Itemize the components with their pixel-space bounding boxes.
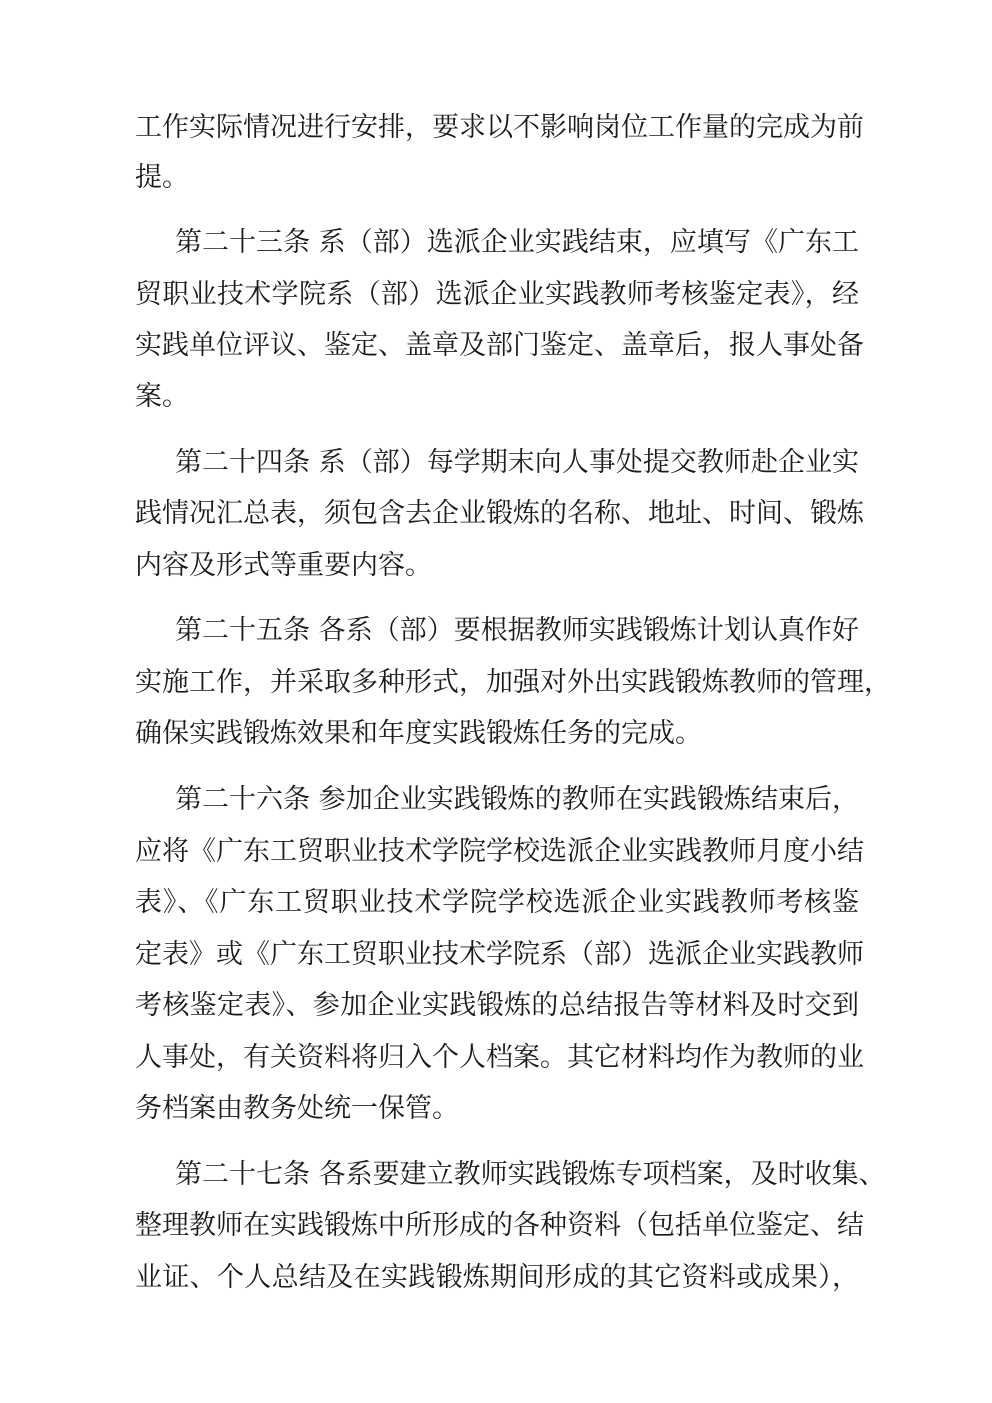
text-line: 实践单位评议、鉴定、盖章及部门鉴定、盖章后，报人事处备 xyxy=(135,330,864,361)
text-line: 业证、个人总结及在实践锻炼期间形成的其它资料或成果）， xyxy=(135,1262,859,1293)
text-line: 内容及形式等重要内容。 xyxy=(135,550,432,581)
text-line: 工作实际情况进行安排，要求以不影响岗位工作量的完成为前 xyxy=(135,112,864,143)
text-line: 考核鉴定表》、参加企业实践锻炼的总结报告等材料及时交到 xyxy=(135,990,859,1021)
text-line: 人事处，有关资料将归入个人档案。其它材料均作为教师的业 xyxy=(135,1042,864,1073)
article-23-heading-line: 第二十三条 系（部）选派企业实践结束，应填写《广东工 xyxy=(175,227,859,258)
text-line: 确保实践锻炼效果和年度实践锻炼任务的完成。 xyxy=(135,718,702,749)
text-line: 整理教师在实践锻炼中所形成的各种资料（包括单位鉴定、结 xyxy=(135,1210,864,1241)
text-line: 案。 xyxy=(135,381,189,412)
text-line: 践情况汇总表，须包含去企业锻炼的名称、地址、时间、锻炼 xyxy=(135,498,864,529)
text-line: 贸职业技术学院系（部）选派企业实践教师考核鉴定表》，经 xyxy=(135,279,859,310)
text-line: 应将《广东工贸职业技术学院学校选派企业实践教师月度小结 xyxy=(135,836,864,867)
text-line: 表》、《广东工贸职业技术学院学校选派企业实践教师考核鉴 xyxy=(135,887,859,918)
text-line: 提。 xyxy=(135,162,189,193)
text-line: 实施工作，并采取多种形式，加强对外出实践锻炼教师的管理， xyxy=(135,667,891,698)
article-27-heading-line: 第二十七条 各系要建立教师实践锻炼专项档案，及时收集、 xyxy=(175,1159,886,1190)
text-line: 务档案由教务处统一保管。 xyxy=(135,1093,459,1124)
text-line: 定表》或《广东工贸职业技术学院系（部）选派企业实践教师 xyxy=(135,939,864,970)
article-25-heading-line: 第二十五条 各系（部）要根据教师实践锻炼计划认真作好 xyxy=(175,615,859,646)
article-24-heading-line: 第二十四条 系（部）每学期末向人事处提交教师赴企业实 xyxy=(175,447,859,478)
article-26-heading-line: 第二十六条 参加企业实践锻炼的教师在实践锻炼结束后， xyxy=(175,784,859,815)
